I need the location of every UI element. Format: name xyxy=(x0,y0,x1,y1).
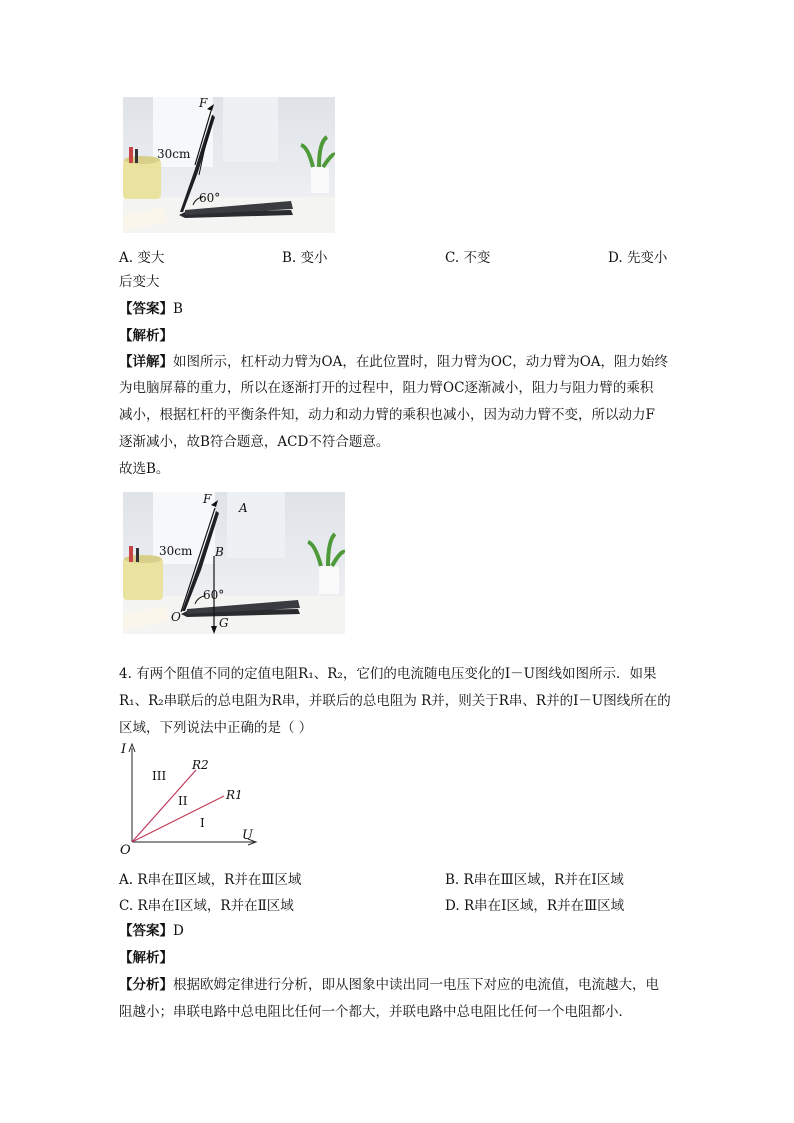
q4-analysis-heading: 【解析】 xyxy=(119,950,173,966)
q3-conclusion: 故选B。 xyxy=(119,461,170,477)
q4-stem-line-1: 4. 有两个阻值不同的定值电阻R₁、R₂，它们的电流随电压变化的I－U图线如图所示．如果 xyxy=(119,666,657,682)
length-label: 30cm xyxy=(157,147,191,161)
option-b: B. 变小 xyxy=(282,250,328,266)
q3-detail-line-4: 逐渐减小，故B符合题意，ACD不符合题意。 xyxy=(119,434,390,450)
angle-label: 60° xyxy=(199,191,221,205)
angle-label: 60° xyxy=(203,588,225,602)
laptop-photo-1-illustration xyxy=(123,97,335,233)
q3-detail-line-3: 减小，根据杠杆的平衡条件知，动力和动力臂的乘积也减小，因为动力臂不变，所以动力F xyxy=(119,407,655,423)
laptop-photo-2-illustration xyxy=(123,492,345,634)
gravity-label: G xyxy=(219,616,229,630)
option-a: A. R串在Ⅱ区域，R并在Ⅲ区域 xyxy=(119,872,302,888)
region-1-label: I xyxy=(200,816,205,830)
laptop-photo-2 xyxy=(123,492,345,634)
r2-label: R2 xyxy=(192,758,209,772)
region-2-label: II xyxy=(178,794,188,808)
force-label: F xyxy=(199,97,208,110)
q4-fenxi-line-2: 阻越小；串联电路中总电阻比任何一个都大，并联电路中总电阻比任何一个电阻都小． xyxy=(119,1004,632,1020)
q3-detail-line-1: 【详解】如图所示，杠杆动力臂为OA，在此位置时，阻力臂为OC，动力臂为OA，阻力始终 xyxy=(119,354,669,370)
option-d: D. R串在Ⅰ区域，R并在Ⅲ区域 xyxy=(445,898,625,914)
point-a-label: A xyxy=(239,501,248,515)
length-label: 30cm xyxy=(159,544,193,558)
force-label: F xyxy=(203,492,212,506)
q4-stem-line-3: 区域，下列说法中正确的是（ ） xyxy=(119,720,313,736)
q4-fenxi-line-1: 【分析】根据欧姆定律进行分析，即从图象中读出同一电压下对应的电流值，电流越大，电 xyxy=(119,977,659,993)
option-c: C. R串在Ⅰ区域，R并在Ⅱ区域 xyxy=(119,898,294,914)
r1-label: R1 xyxy=(226,788,243,802)
point-o-label: O xyxy=(171,610,181,624)
option-c: C. 不变 xyxy=(445,250,491,266)
option-d-continuation: 后变大 xyxy=(119,274,160,290)
option-a: A. 变大 xyxy=(119,250,165,266)
q3-analysis-heading: 【解析】 xyxy=(119,328,173,344)
y-axis-label: I xyxy=(121,742,127,757)
iu-graph xyxy=(118,742,258,860)
q4-stem-line-2: R₁、R₂串联后的总电阻为R串，并联后的总电阻为 R并，则关于R串、R并的I－U图线所在的 xyxy=(119,693,671,709)
x-axis-label: U xyxy=(242,828,253,843)
option-b: B. R串在Ⅲ区域，R并在Ⅰ区域 xyxy=(445,872,624,888)
q4-answer: 【答案】D xyxy=(119,923,184,939)
q3-answer: 【答案】B xyxy=(119,301,183,317)
point-b-label: B xyxy=(215,545,224,559)
origin-label: O xyxy=(120,843,131,858)
region-3-label: III xyxy=(152,769,167,783)
q3-detail-line-2: 为电脑屏幕的重力，所以在逐渐打开的过程中，阻力臂OC逐渐减小，阻力与阻力臂的乘积 xyxy=(119,380,654,396)
laptop-photo-1 xyxy=(123,97,335,233)
option-d: D. 先变小 xyxy=(608,250,668,266)
